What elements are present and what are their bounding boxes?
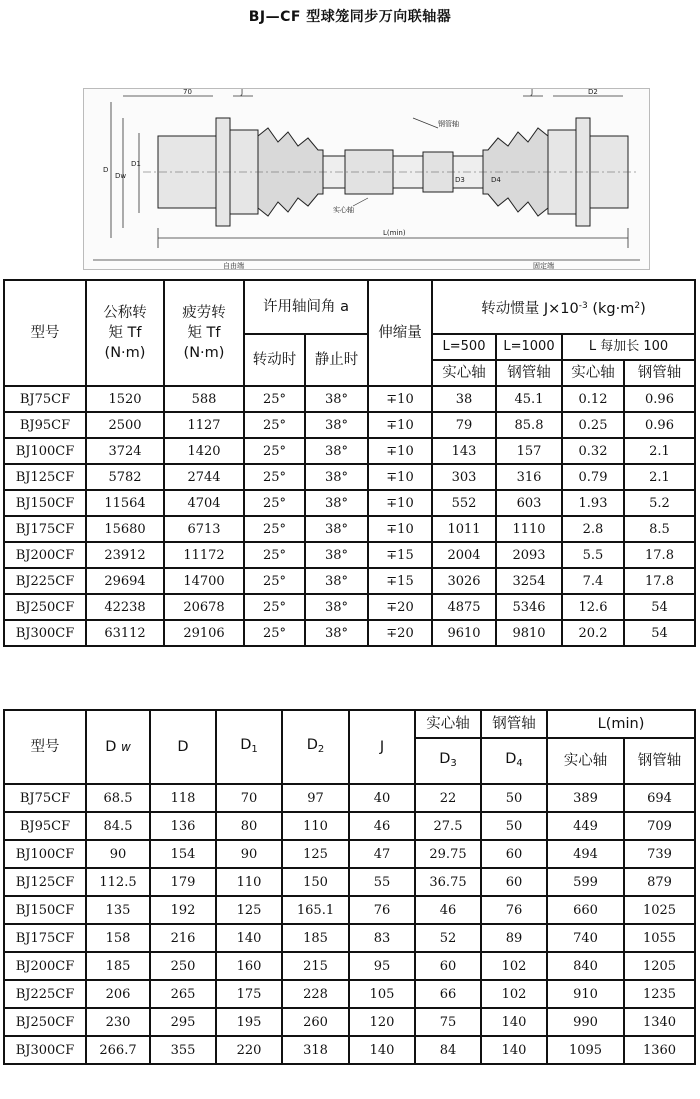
dimension-table-row (4, 840, 695, 868)
dimension-table-cell: 46 (349, 812, 415, 840)
header-fatigue-torque-l2: 矩 Tf (187, 325, 221, 341)
spec-table-cell: 1011 (432, 516, 496, 542)
dimension-table-cell: 389 (547, 784, 624, 812)
steel-tube-label: 钢管轴 (438, 120, 459, 128)
dimension-table-row (4, 1036, 695, 1064)
right-end-label: 固定端 (533, 262, 554, 270)
dimension-table-cell: 55 (349, 868, 415, 896)
dim-header-d3 (415, 738, 481, 784)
dimension-table-cell: 47 (349, 840, 415, 868)
spec-table-row (4, 516, 695, 542)
dimension-table-cell: 739 (624, 840, 695, 868)
dimension-table-cell: BJ300CF (4, 1036, 86, 1064)
dimension-table-cell: 215 (282, 952, 349, 980)
spec-table-cell: 3724 (86, 438, 164, 464)
dimension-table (3, 709, 696, 1065)
spec-table-cell: ∓10 (368, 412, 432, 438)
dimension-table-cell: 1095 (547, 1036, 624, 1064)
dim-header-solid: 实心轴 (547, 738, 624, 784)
spec-table-cell: 25° (244, 620, 305, 646)
dimension-table-row (4, 812, 695, 840)
dimension-table-row (4, 924, 695, 952)
dimension-table-cell: 95 (349, 952, 415, 980)
dimension-table-cell: 97 (282, 784, 349, 812)
dimension-table-cell: 136 (150, 812, 216, 840)
header-l-per100: L 每加长 100 (562, 334, 695, 360)
solid-shaft-label: 实心轴 (333, 206, 354, 214)
dim-header-tube: 钢管轴 (624, 738, 695, 784)
dimension-table-cell: 89 (481, 924, 547, 952)
spec-table-cell: 1420 (164, 438, 244, 464)
spec-table-body (4, 386, 695, 646)
dimension-table-cell: 125 (282, 840, 349, 868)
header-rated-torque-l3: (N·m) (104, 345, 146, 361)
dimension-table-cell: 52 (415, 924, 481, 952)
spec-table-cell: 25° (244, 464, 305, 490)
spec-table-cell: 38° (305, 594, 368, 620)
d4-label: D4 (491, 176, 501, 184)
spec-table-cell: 603 (496, 490, 562, 516)
spec-table-cell: 38° (305, 490, 368, 516)
dimension-table-cell: BJ150CF (4, 896, 86, 924)
dimension-table-cell: 105 (349, 980, 415, 1008)
header-inertia (432, 280, 695, 334)
header-tube-2: 钢管轴 (624, 360, 695, 386)
spec-table-cell: 25° (244, 490, 305, 516)
spec-table-cell: ∓15 (368, 568, 432, 594)
dimension-table-cell: 230 (86, 1008, 150, 1036)
dimension-table-cell: 990 (547, 1008, 624, 1036)
spec-table-cell: BJ250CF (4, 594, 86, 620)
dimension-table-cell: 1340 (624, 1008, 695, 1036)
dimension-table-cell: 160 (216, 952, 282, 980)
spec-table-cell: 25° (244, 594, 305, 620)
spec-table-row (4, 568, 695, 594)
spec-table-cell: 552 (432, 490, 496, 516)
dimension-table-cell: 295 (150, 1008, 216, 1036)
spec-table-cell: 4704 (164, 490, 244, 516)
dimension-table-cell: 1055 (624, 924, 695, 952)
dimension-table-cell: 494 (547, 840, 624, 868)
spec-table-cell: ∓20 (368, 620, 432, 646)
dim-header-j: J (349, 710, 415, 784)
spec-table-cell: 2.8 (562, 516, 624, 542)
dimension-table-cell: 185 (282, 924, 349, 952)
header-angle-static: 静止时 (305, 334, 368, 386)
spec-table-cell: 2.1 (624, 464, 695, 490)
dimension-table-cell: 150 (282, 868, 349, 896)
dim-header-dw (86, 710, 150, 784)
spec-table-cell: ∓10 (368, 386, 432, 412)
spec-table-cell: 9610 (432, 620, 496, 646)
spec-table-cell: 5.5 (562, 542, 624, 568)
spec-table-cell: 1520 (86, 386, 164, 412)
spec-table-cell: 14700 (164, 568, 244, 594)
dimension-table-cell: 1360 (624, 1036, 695, 1064)
dimension-table-cell: 266.7 (86, 1036, 150, 1064)
dim-header-d2-main: D (306, 736, 318, 753)
spec-table-cell: 157 (496, 438, 562, 464)
spec-table-cell: 0.79 (562, 464, 624, 490)
dimension-table-cell: 216 (150, 924, 216, 952)
spec-table-cell: BJ300CF (4, 620, 86, 646)
dimension-table-cell: 90 (86, 840, 150, 868)
d1-label: D1 (131, 160, 141, 168)
header-inertia-prefix: 转动惯量 J×10 (481, 300, 579, 317)
spec-table-row (4, 386, 695, 412)
dimension-table-cell: BJ200CF (4, 952, 86, 980)
dim-header-d4 (481, 738, 547, 784)
dimension-table-cell: 599 (547, 868, 624, 896)
dim-header-d1-main: D (240, 736, 252, 753)
spec-table-cell: 5782 (86, 464, 164, 490)
spec-table-cell: ∓10 (368, 490, 432, 516)
spec-table-cell: BJ95CF (4, 412, 86, 438)
spec-table-cell: 38° (305, 542, 368, 568)
header-l500: L=500 (432, 334, 496, 360)
dim-header-d3-main: D (439, 750, 451, 767)
spec-table-cell: 29106 (164, 620, 244, 646)
spec-table-cell: 17.8 (624, 568, 695, 594)
coupling-drawing (83, 88, 650, 270)
spec-table-cell: 25° (244, 568, 305, 594)
spec-table-cell: 20678 (164, 594, 244, 620)
dim-j-left-label: J (241, 88, 244, 96)
spec-table-cell: 3254 (496, 568, 562, 594)
dimension-table-cell: 50 (481, 812, 547, 840)
dim-header-solid-top: 实心轴 (415, 710, 481, 738)
dimension-table-cell: 27.5 (415, 812, 481, 840)
header-angle-rotating: 转动时 (244, 334, 305, 386)
spec-table-cell: BJ200CF (4, 542, 86, 568)
spec-table-cell: 7.4 (562, 568, 624, 594)
dim-header-dw-sub: w (120, 740, 131, 754)
dimension-table-cell: 195 (216, 1008, 282, 1036)
dimension-table-cell: 260 (282, 1008, 349, 1036)
spec-table-cell: 38 (432, 386, 496, 412)
spec-table-cell: 79 (432, 412, 496, 438)
dim-header-model: 型号 (4, 710, 86, 784)
spec-table-cell: BJ125CF (4, 464, 86, 490)
dimension-table-cell: 140 (481, 1036, 547, 1064)
header-fatigue-torque-l1: 疲劳转 (182, 305, 226, 321)
spec-table-cell: 1127 (164, 412, 244, 438)
dimension-table-cell: 46 (415, 896, 481, 924)
spec-table-cell: 25° (244, 542, 305, 568)
spec-table (3, 279, 696, 647)
spec-table-cell: 15680 (86, 516, 164, 542)
dw-label: Dw (115, 172, 127, 180)
dimension-table-row (4, 980, 695, 1008)
dimension-table-cell: 250 (150, 952, 216, 980)
spec-table-cell: BJ150CF (4, 490, 86, 516)
dimension-table-cell: 40 (349, 784, 415, 812)
dimension-table-cell: 140 (349, 1036, 415, 1064)
length-label: L(min) (383, 229, 406, 237)
dimension-table-cell: 1025 (624, 896, 695, 924)
spec-table-cell: 588 (164, 386, 244, 412)
spec-table-row (4, 594, 695, 620)
spec-table-cell: 2093 (496, 542, 562, 568)
spec-table-cell: 11172 (164, 542, 244, 568)
header-angle: 许用轴间角 a (244, 280, 368, 334)
dimension-table-cell: 449 (547, 812, 624, 840)
dim-header-d4-sub: 4 (516, 757, 523, 769)
dimension-table-cell: 220 (216, 1036, 282, 1064)
dimension-table-cell: 80 (216, 812, 282, 840)
dim-header-d3-sub: 3 (450, 757, 457, 769)
dimension-table-cell: 165.1 (282, 896, 349, 924)
spec-table-cell: 29694 (86, 568, 164, 594)
spec-table-cell: 38° (305, 516, 368, 542)
spec-table-cell: 85.8 (496, 412, 562, 438)
dimension-table-cell: 110 (282, 812, 349, 840)
spec-table-cell: 0.96 (624, 412, 695, 438)
dimension-table-cell: BJ95CF (4, 812, 86, 840)
dimension-table-cell: BJ125CF (4, 868, 86, 896)
spec-table-cell: 45.1 (496, 386, 562, 412)
header-rated-torque-l1: 公称转 (103, 305, 147, 321)
dim-header-d1-sub: 1 (251, 743, 258, 755)
dimension-table-cell: 175 (216, 980, 282, 1008)
dimension-table-cell: 83 (349, 924, 415, 952)
spec-table-cell: 38° (305, 568, 368, 594)
spec-table-cell: 38° (305, 438, 368, 464)
header-l1000: L=1000 (496, 334, 562, 360)
dimension-table-row (4, 868, 695, 896)
dimension-table-cell: BJ100CF (4, 840, 86, 868)
dimension-table-cell: 110 (216, 868, 282, 896)
dimension-table-cell: 118 (150, 784, 216, 812)
spec-table-cell: 1110 (496, 516, 562, 542)
spec-table-cell: 9810 (496, 620, 562, 646)
dimension-table-cell: 318 (282, 1036, 349, 1064)
page-title: BJ—CF 型球笼同步万向联轴器 (248, 9, 452, 25)
dimension-table-row (4, 952, 695, 980)
dimension-table-cell: 84 (415, 1036, 481, 1064)
dimension-table-cell: 90 (216, 840, 282, 868)
dimension-table-cell: 84.5 (86, 812, 150, 840)
dimension-table-cell: 36.75 (415, 868, 481, 896)
spec-table-cell: 25° (244, 516, 305, 542)
spec-table-cell: 11564 (86, 490, 164, 516)
dimension-table-cell: 840 (547, 952, 624, 980)
dim-d2-label: D2 (588, 88, 598, 96)
dimension-table-cell: 228 (282, 980, 349, 1008)
dim-header-d2-sub: 2 (317, 743, 325, 755)
spec-table-cell: 6713 (164, 516, 244, 542)
dim-header-dw-main: D (105, 739, 117, 755)
header-solid: 实心轴 (432, 360, 496, 386)
spec-table-row (4, 490, 695, 516)
dimension-table-cell: 76 (349, 896, 415, 924)
dimension-table-cell: BJ175CF (4, 924, 86, 952)
spec-table-cell: BJ100CF (4, 438, 86, 464)
dimension-table-cell: 76 (481, 896, 547, 924)
spec-table-cell: BJ225CF (4, 568, 86, 594)
spec-table-cell: 54 (624, 594, 695, 620)
spec-table-cell: 38° (305, 412, 368, 438)
dim-header-d2 (282, 710, 349, 784)
header-solid-2: 实心轴 (562, 360, 624, 386)
header-inertia-unit-exp: 2 (634, 300, 641, 311)
dimension-table-cell: 265 (150, 980, 216, 1008)
dimension-table-cell: 112.5 (86, 868, 150, 896)
dimension-table-cell: 135 (86, 896, 150, 924)
spec-table-cell: 0.96 (624, 386, 695, 412)
dimension-table-cell: 22 (415, 784, 481, 812)
header-model: 型号 (4, 280, 86, 386)
dimension-table-cell: 179 (150, 868, 216, 896)
spec-table-row (4, 464, 695, 490)
spec-table-cell: 303 (432, 464, 496, 490)
spec-table-cell: 12.6 (562, 594, 624, 620)
dimension-table-cell: 709 (624, 812, 695, 840)
dimension-table-cell: BJ225CF (4, 980, 86, 1008)
header-inertia-close: ) (640, 300, 646, 317)
spec-table-cell: 42238 (86, 594, 164, 620)
spec-table-cell: 25° (244, 386, 305, 412)
spec-table-cell: BJ75CF (4, 386, 86, 412)
spec-table-cell: 2004 (432, 542, 496, 568)
spec-table-cell: ∓20 (368, 594, 432, 620)
dimension-table-cell: BJ250CF (4, 1008, 86, 1036)
dimension-table-cell: 102 (481, 952, 547, 980)
dim-70-label: 70 (183, 88, 192, 96)
dimension-table-cell: 1235 (624, 980, 695, 1008)
dimension-table-cell: 140 (481, 1008, 547, 1036)
dimension-table-cell: 66 (415, 980, 481, 1008)
dim-header-d4-main: D (505, 750, 517, 767)
dimension-table-cell: 140 (216, 924, 282, 952)
dimension-table-row (4, 1008, 695, 1036)
spec-table-cell: 38° (305, 386, 368, 412)
dimension-table-cell: 1205 (624, 952, 695, 980)
spec-table-cell: 0.25 (562, 412, 624, 438)
dimension-table-cell: 355 (150, 1036, 216, 1064)
header-telescopic: 伸缩量 (368, 280, 432, 386)
header-inertia-exp: -3 (578, 300, 588, 311)
spec-table-cell: 3026 (432, 568, 496, 594)
header-inertia-unit: (kg·m (592, 300, 635, 317)
header-rated-torque-l2: 矩 Tf (108, 325, 142, 341)
spec-table-cell: 38° (305, 464, 368, 490)
spec-table-cell: 63112 (86, 620, 164, 646)
dim-header-d1 (216, 710, 282, 784)
spec-table-cell: 0.12 (562, 386, 624, 412)
spec-table-cell: ∓15 (368, 542, 432, 568)
dimension-table-cell: 60 (481, 840, 547, 868)
dimension-table-cell: 102 (481, 980, 547, 1008)
dimension-table-cell: 158 (86, 924, 150, 952)
spec-table-row (4, 542, 695, 568)
dimension-table-cell: 68.5 (86, 784, 150, 812)
spec-table-cell: 5.2 (624, 490, 695, 516)
header-fatigue-torque (164, 280, 244, 386)
dimension-table-cell: 120 (349, 1008, 415, 1036)
dim-header-d: D (150, 710, 216, 784)
spec-table-cell: 316 (496, 464, 562, 490)
spec-table-cell: 25° (244, 438, 305, 464)
spec-table-cell: 143 (432, 438, 496, 464)
dimension-table-row (4, 784, 695, 812)
spec-table-cell: ∓10 (368, 516, 432, 542)
dimension-table-cell: 60 (481, 868, 547, 896)
dimension-table-cell: 910 (547, 980, 624, 1008)
spec-table-cell: ∓10 (368, 438, 432, 464)
spec-table-cell: BJ175CF (4, 516, 86, 542)
spec-table-cell: 2.1 (624, 438, 695, 464)
dimension-table-cell: 660 (547, 896, 624, 924)
spec-table-cell: 8.5 (624, 516, 695, 542)
header-rated-torque (86, 280, 164, 386)
spec-table-cell: 2744 (164, 464, 244, 490)
spec-table-cell: 25° (244, 412, 305, 438)
dimension-table-cell: 50 (481, 784, 547, 812)
d3-label: D3 (455, 176, 465, 184)
dimension-table-cell: 75 (415, 1008, 481, 1036)
dimension-table-cell: 206 (86, 980, 150, 1008)
spec-table-cell: ∓10 (368, 464, 432, 490)
dim-header-lmin: L(min) (547, 710, 695, 738)
dimension-table-cell: 740 (547, 924, 624, 952)
dimension-table-cell: 125 (216, 896, 282, 924)
dimension-table-cell: 185 (86, 952, 150, 980)
dimension-table-row (4, 896, 695, 924)
spec-table-cell: 20.2 (562, 620, 624, 646)
dimension-table-cell: 192 (150, 896, 216, 924)
dimension-table-cell: 60 (415, 952, 481, 980)
spec-table-cell: 23912 (86, 542, 164, 568)
spec-table-cell: 17.8 (624, 542, 695, 568)
dim-header-tube-top: 钢管轴 (481, 710, 547, 738)
header-fatigue-torque-l3: (N·m) (183, 345, 225, 361)
dimension-table-body (4, 784, 695, 1064)
spec-table-row (4, 620, 695, 646)
spec-table-cell: 5346 (496, 594, 562, 620)
d-label: D (103, 166, 109, 174)
spec-table-row (4, 438, 695, 464)
dimension-table-cell: BJ75CF (4, 784, 86, 812)
left-end-label: 自由端 (223, 262, 244, 270)
dimension-table-cell: 70 (216, 784, 282, 812)
dimension-table-cell: 694 (624, 784, 695, 812)
spec-table-cell: 54 (624, 620, 695, 646)
spec-table-row (4, 412, 695, 438)
spec-table-cell: 1.93 (562, 490, 624, 516)
dimension-table-cell: 154 (150, 840, 216, 868)
spec-table-cell: 2500 (86, 412, 164, 438)
dim-j-right-label: J (531, 88, 534, 96)
dimension-table-cell: 29.75 (415, 840, 481, 868)
header-tube: 钢管轴 (496, 360, 562, 386)
dimension-table-cell: 879 (624, 868, 695, 896)
spec-table-cell: 4875 (432, 594, 496, 620)
spec-table-cell: 0.32 (562, 438, 624, 464)
spec-table-cell: 38° (305, 620, 368, 646)
